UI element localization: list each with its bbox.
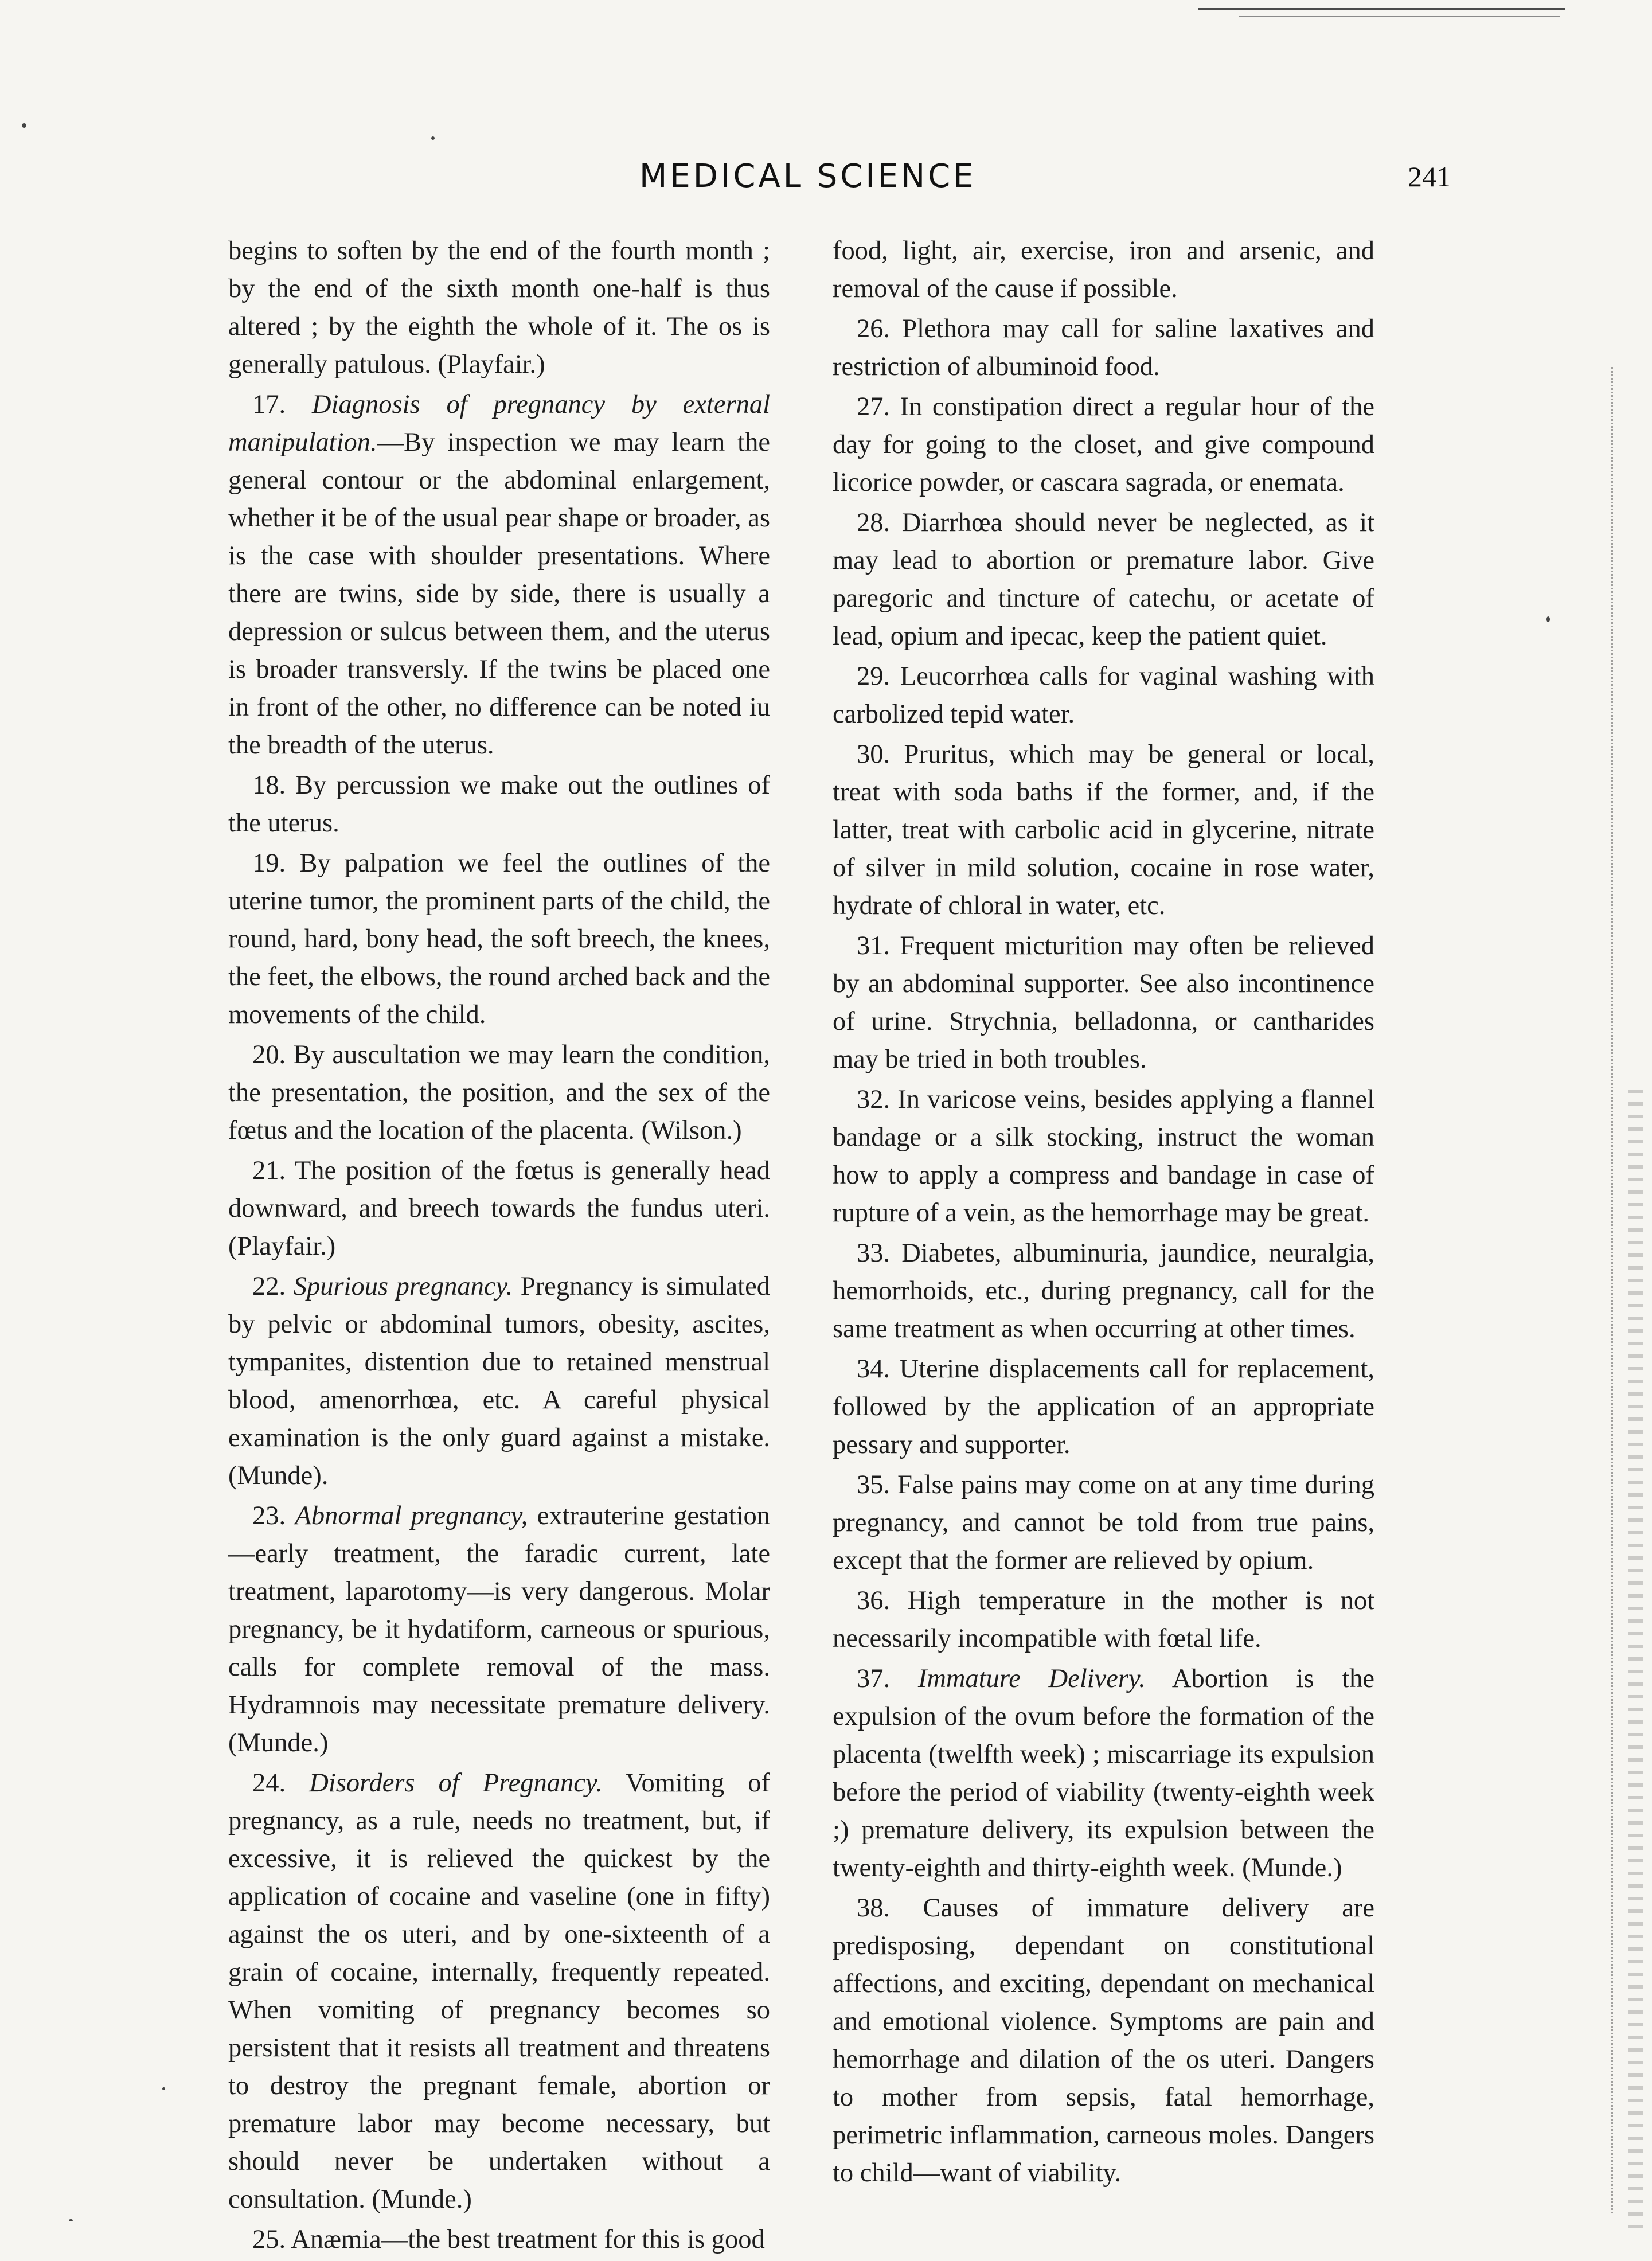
paragraph-text: 17. [252, 390, 312, 419]
paragraph-text: 23. [252, 1501, 295, 1530]
paragraph [833, 388, 1374, 502]
paragraph [833, 736, 1374, 925]
paragraph [833, 1466, 1374, 1580]
paragraph [228, 845, 770, 1034]
paragraph-text: 18. By percussion we make out the outlines of the uterus. [228, 771, 770, 838]
paragraph [833, 232, 1374, 308]
paragraph-text: 21. The position of the fœtus is generally head downward, and breech towards the fundus uteri. (Playfair.) [228, 1156, 770, 1261]
paragraph-text: 38. Causes of immature delivery are predisposing, dependant on constitutional affections, and exciting, dependant on mechanical and emotional violence. Symptoms are pain and hemorrhage and dilation of the os uteri. Dangers to mother from sepsis, fatal hemorrhage, perimetric inflammation, carneous moles. Dangers to child—want of viability. [833, 1893, 1374, 2188]
paragraph-text: 20. By auscultation we may learn the condition, the presentation, the position, and the sex of the fœtus and the location of the placenta. (Wilson.) [228, 1040, 770, 1145]
binding-edge-shadow [1611, 367, 1613, 2213]
paragraph [833, 927, 1374, 1079]
paragraph-text: 26. Plethora may call for saline laxatives and restriction of albuminoid food. [833, 314, 1374, 381]
paragraph-text: —By inspection we may learn the general contour or the abdominal enlargement, whether it be of the usual pear shape or broader, as is the case with shoulder presentations. Where there are twins, side by side, there is usually a depression or sulcus between them, and the uterus is broader transversly. If the twins be placed one in front of the other, no difference can be noted iu the breadth of the uterus. [228, 428, 770, 760]
paragraph-heading: Diagnosis of pregnancy by external manipulation. [228, 390, 771, 457]
paragraph [228, 1152, 770, 1266]
paragraph [833, 658, 1374, 733]
right-column [833, 232, 1374, 2194]
left-column [228, 232, 770, 2261]
paragraph [228, 386, 770, 764]
paragraph-text: extrauterine gestation —early treatment, the faradic current, late treatment, laparotomy—is very dangerous. Molar pregnancy, be it hydatiform, carneous or spurious, calls for complete removal of the mass. Hydramnois may necessitate premature delivery. (Munde.) [228, 1501, 770, 1758]
paragraph-text: begins to soften by the end of the fourth month ; by the end of the sixth month one-half is thus altered ; by the eighth the whole of it. The os is generally patulous. (Playfair.) [228, 236, 770, 379]
paragraph-text: 33. Diabetes, albuminuria, jaundice, neuralgia, hemorrhoids, etc., during pregnancy, call for the same treatment as when occurring at other times. [833, 1239, 1374, 1344]
running-title: MEDICAL SCIENCE [639, 158, 977, 195]
paragraph-text: 30. Pruritus, which may be general or local, treat with soda baths if the former, and, if the latter, treat with carbolic acid in glycerine, nitrate of silver in mild solution, cocaine in rose water, hydrate of chloral in water, etc. [833, 740, 1374, 920]
scan-speck [431, 136, 435, 140]
paragraph [228, 232, 770, 384]
paragraph [833, 1582, 1374, 1658]
paragraph-text: 32. In varicose veins, besides applying a flannel bandage or a silk stocking, instruct the woman how to apply a compress and bandage in case of rupture of a vein, as the hemorrhage may be great. [833, 1085, 1374, 1228]
paragraph-text: 37. [857, 1664, 918, 1693]
paragraph [833, 504, 1374, 655]
paragraph [228, 1764, 770, 2219]
paragraph [228, 1497, 770, 1762]
paragraph-text: Pregnancy is simulated by pelvic or abdominal tumors, obesity, ascites, tympanites, distention due to retained menstrual blood, amenorrhœa, etc. A careful physical examination is the only guard against a mistake. (Munde). [228, 1272, 770, 1490]
paragraph-text: 35. False pains may come on at any time during pregnancy, and cannot be told from true pains, except that the former are relieved by opium. [833, 1470, 1374, 1575]
paragraph [228, 767, 770, 842]
paragraph-text: Vomiting of pregnancy, as a rule, needs no treatment, but, if excessive, it is relieved the quickest by the application of cocaine and vaseline (one in fifty) against the os uteri, and by one-sixteenth of a grain of cocaine, internally, frequently repeated. When vomiting of pregnancy becomes so persistent that it resists all treatment and threatens to destroy the pregnant female, abortion or premature labor may become necessary, but should never be undertaken without a consultation. (Munde.) [228, 1768, 771, 2214]
paragraph [833, 1660, 1374, 1887]
paragraph-text: food, light, air, exercise, iron and arsenic, and removal of the cause if possible. [833, 236, 1374, 303]
paragraph-text: 19. By palpation we feel the outlines of the uterine tumor, the prominent parts of the child, the round, hard, bony head, the soft breech, the knees, the feet, the elbows, the round arched back and the movements of the child. [228, 849, 770, 1029]
paragraph-text: 27. In constipation direct a regular hour of the day for going to the closet, and give compound licorice powder, or cascara sagrada, or enemata. [833, 392, 1374, 497]
scan-speck [1546, 616, 1550, 622]
paragraph-heading: Disorders of Pregnancy. [309, 1768, 603, 1798]
paragraph-text: 36. High temperature in the mother is not necessarily incompatible with fœtal life. [833, 1586, 1374, 1653]
paragraph-text: 29. Leucorrhœa calls for vaginal washing with carbolized tepid water. [833, 662, 1374, 729]
paragraph [833, 1889, 1374, 2192]
paragraph [833, 1350, 1374, 1464]
paragraph-text: 28. Diarrhœa should never be neglected, as it may lead to abortion or premature labor. Give paregoric and tincture of catechu, or acetate of lead, opium and ipecac, keep the patient quiet. [833, 508, 1374, 651]
paragraph-heading: Spurious pregnancy. [293, 1272, 513, 1301]
paragraph-text: 31. Frequent micturition may often be relieved by an abdominal supporter. See also incontinence of urine. Strychnia, belladonna, or cantharides may be tried in both troubles. [833, 931, 1374, 1074]
paragraph [228, 2221, 770, 2259]
paragraph-heading: Immature Delivery. [917, 1664, 1146, 1693]
paragraph [228, 1036, 770, 1150]
paragraph [833, 1235, 1374, 1348]
binding-edge-noise [1628, 1090, 1643, 2231]
paragraph-text: 24. [252, 1768, 310, 1798]
paragraph [833, 1081, 1374, 1232]
top-edge-rule-faint [1239, 16, 1560, 17]
paragraph-text: 22. [252, 1272, 294, 1301]
paragraph [833, 310, 1374, 386]
scan-speck [22, 123, 26, 128]
scan-speck [69, 2219, 73, 2221]
paragraph-text: Abortion is the expulsion of the ovum before the formation of the placenta (twelfth week) ; miscarriage its expulsion before the period of viability (twenty-eighth week ;) premature delivery, its expulsion between the twenty-eighth and thirty-eighth week. (Munde.) [833, 1664, 1374, 1883]
paragraph-text: 34. Uterine displacements call for replacement, followed by the application of an appropriate pessary and supporter. [833, 1354, 1374, 1459]
scan-speck [162, 2087, 165, 2090]
page-header [0, 158, 1652, 204]
paragraph-text: 25. Anæmia—the best treatment for this is good [252, 2225, 765, 2254]
page-number: 241 [1408, 161, 1451, 193]
top-edge-rule [1198, 8, 1565, 10]
paragraph-heading: Abnormal pregnancy, [295, 1501, 528, 1530]
paragraph [228, 1268, 770, 1495]
